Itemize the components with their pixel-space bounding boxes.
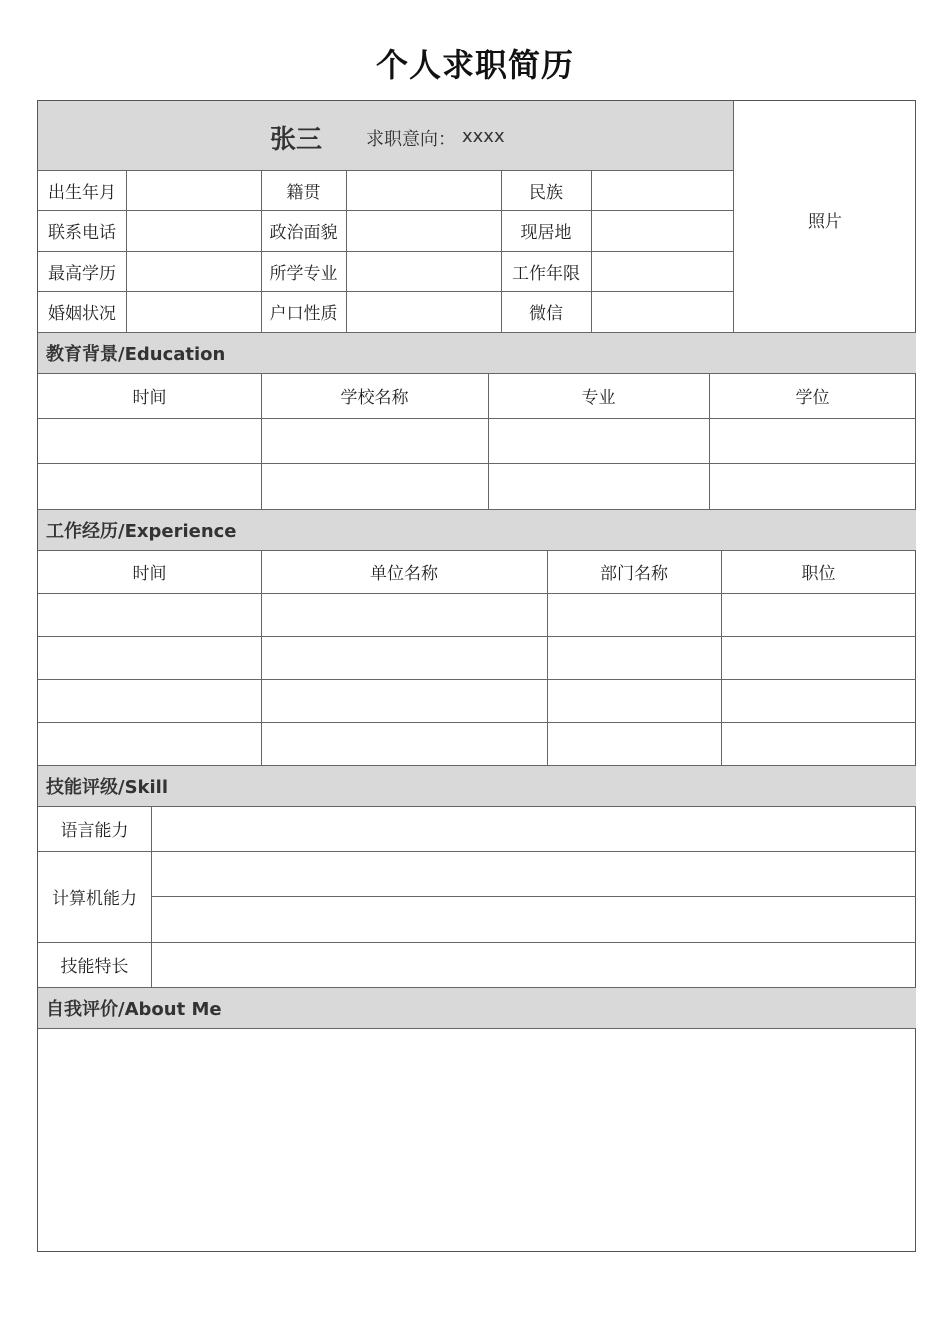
- label-residence: 现居地: [520, 223, 572, 243]
- skill-field-computer[interactable]: [152, 896, 916, 942]
- skill-label-language: 语言能力: [60, 821, 129, 841]
- education-header-school: 学校名称: [340, 388, 409, 408]
- about-me-textarea[interactable]: [38, 1029, 916, 1251]
- label-political-status: 政治面貌: [269, 223, 338, 243]
- label-ethnicity: 民族: [529, 182, 563, 203]
- photo-label: 照片: [808, 212, 842, 232]
- field-phone[interactable]: [126, 210, 261, 251]
- field-wechat[interactable]: [591, 291, 733, 332]
- table-row[interactable]: [38, 722, 916, 765]
- field-work-years[interactable]: [591, 251, 733, 291]
- label-phone: 联系电话: [48, 223, 116, 243]
- label-education-level: 最高学历: [48, 263, 116, 284]
- table-row[interactable]: [38, 679, 916, 722]
- table-row[interactable]: [38, 463, 916, 509]
- about-section-title: 自我评价/About Me: [46, 998, 222, 1020]
- experience-section-title: 工作经历/Experience: [46, 520, 237, 542]
- education-section-title: 教育背景/Education: [46, 343, 226, 365]
- table-row[interactable]: [38, 593, 916, 636]
- table-row[interactable]: [38, 636, 916, 679]
- label-hukou-type: 户口性质: [269, 304, 338, 324]
- label-native-place: 籍贯: [286, 182, 321, 203]
- field-native-place[interactable]: [346, 170, 501, 210]
- field-political-status[interactable]: [346, 210, 501, 251]
- education-header-degree: 学位: [795, 388, 830, 408]
- education-header-time: 时间: [132, 388, 167, 408]
- experience-header-time: 时间: [132, 564, 167, 584]
- skill-field-computer[interactable]: [152, 851, 916, 896]
- label-wechat: 微信: [529, 304, 563, 324]
- candidate-name: 张三: [270, 125, 323, 155]
- table-row[interactable]: [38, 418, 916, 463]
- field-marital-status[interactable]: [126, 291, 261, 332]
- field-residence[interactable]: [591, 210, 733, 251]
- divider: [38, 765, 916, 766]
- label-work-years: 工作年限: [512, 263, 580, 284]
- skill-label-specialty: 技能特长: [60, 957, 129, 977]
- skills-section-title: 技能评级/Skill: [46, 776, 169, 798]
- skills-section-bar: [38, 765, 916, 806]
- name-header: [38, 101, 733, 170]
- label-birth: 出生年月: [48, 182, 116, 203]
- field-major[interactable]: [346, 251, 501, 291]
- field-hukou-type[interactable]: [346, 291, 501, 332]
- intent-label: 求职意向：: [366, 129, 456, 150]
- resume-form: [37, 100, 916, 1252]
- field-birth[interactable]: [126, 170, 261, 210]
- field-ethnicity[interactable]: [591, 170, 733, 210]
- label-major: 所学专业: [269, 263, 338, 284]
- education-header-major: 专业: [581, 388, 616, 408]
- skill-field-specialty[interactable]: [152, 942, 916, 987]
- experience-header-department: 部门名称: [600, 564, 668, 584]
- intent-value: xxxx: [462, 126, 505, 147]
- experience-header-company: 单位名称: [370, 564, 438, 584]
- page-title: 个人求职简历: [375, 46, 574, 84]
- field-education-level[interactable]: [126, 251, 261, 291]
- photo-placeholder[interactable]: [734, 101, 916, 332]
- skill-field-language[interactable]: [152, 806, 916, 851]
- experience-header-position: 职位: [801, 564, 836, 584]
- skill-label-computer: 计算机能力: [52, 889, 137, 909]
- label-marital-status: 婚姻状况: [48, 304, 116, 324]
